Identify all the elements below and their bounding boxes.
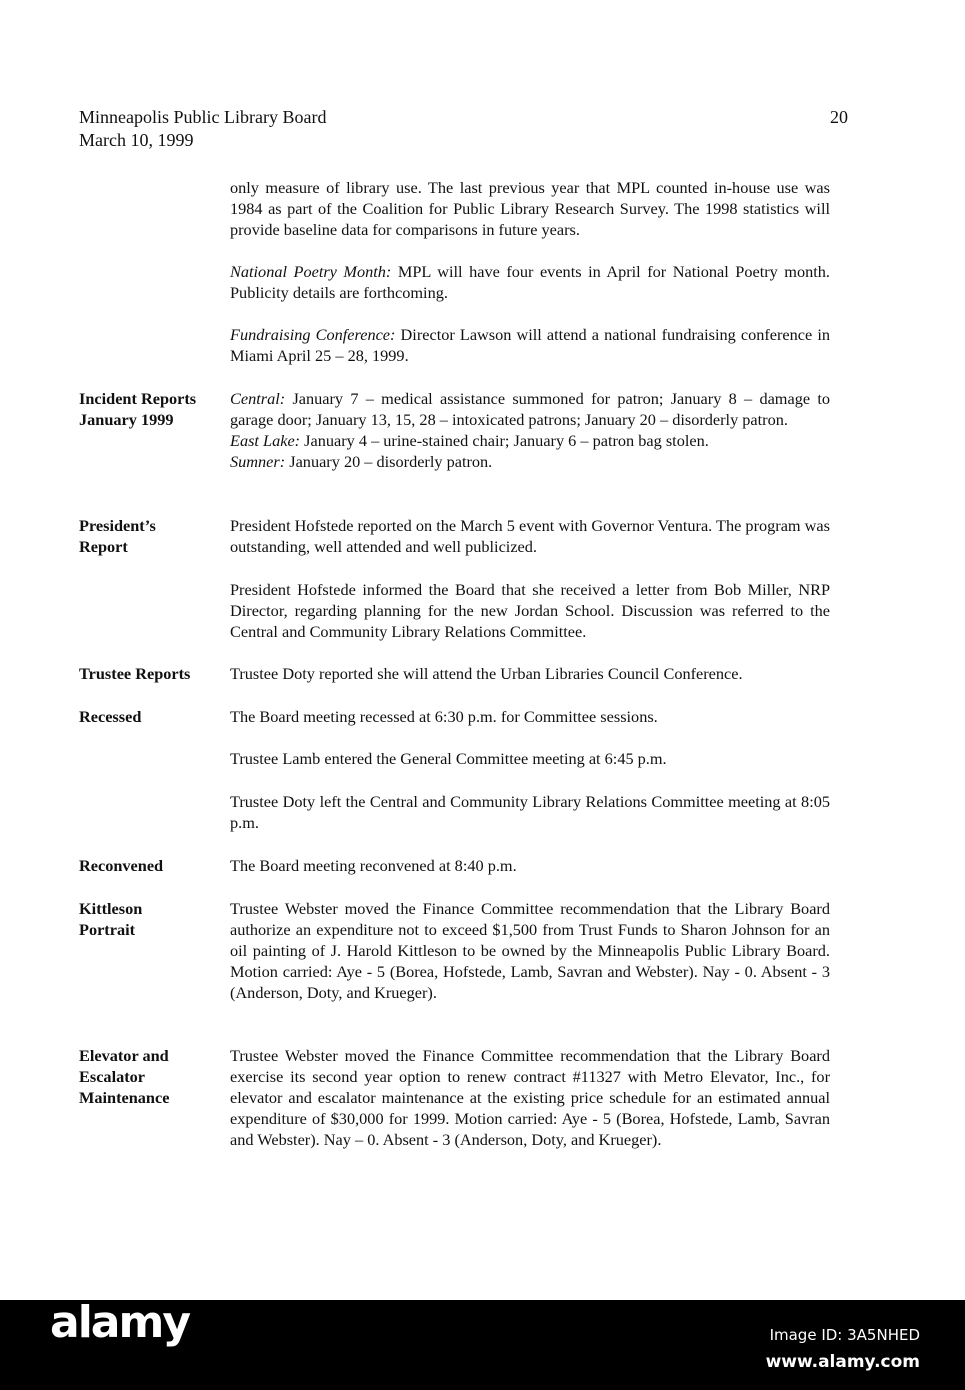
trustee-p1: Trustee Doty reported she will attend the Urban Libraries Council Conference. [230, 664, 743, 683]
elevator-label: Elevator and Escalator Maintenance [79, 1046, 170, 1107]
sumner-text: January 20 – disorderly patron. [285, 452, 493, 471]
president-p1: President Hofstede reported on the March 5 event with Governor Ventura. The program was outstanding, well attended and well publicized. [230, 516, 830, 556]
fundraising-label: Fundraising Conference: [230, 325, 396, 344]
president-label: President’s Report [79, 516, 156, 556]
incident-label: Incident Reports January 1999 [79, 389, 197, 429]
central-text: January 7 – medical assistance summoned for patron; January 8 – damage to garage door; January 13, 15, 28 – intoxicated patrons; January 20 – disorderly patron. [230, 389, 830, 429]
watermark-url: www.alamy.com [765, 1352, 920, 1372]
header-date: March 10, 1999 [79, 130, 194, 150]
elevator-p1: Trustee Webster moved the Finance Committee recommendation that the Library Board exercise its second year option to renew contract #11327 with Metro Elevator, Inc., for elevator and escalator maintenance at the existing price schedule for an estimated annual expenditure of $30,000 for 1999. Motion carried: Aye - 5 (Borea, Hofstede, Lamb, Savran and Webster). Nay – 0. Absent - 3 (Anderson, Doty, and Krueger). [230, 1046, 830, 1149]
intro-paragraph: only measure of library use. The last previous year that MPL counted in-house use was 1984 as part of the Coalition for Public Library Research Survey. The 1998 statistics will provide baseline data for comparisons in future years. [230, 178, 830, 239]
eastlake-text: January 4 – urine-stained chair; January 6 – patron bag stolen. [300, 431, 709, 450]
header-org: Minneapolis Public Library Board [79, 107, 327, 127]
reconvened-p1: The Board meeting reconvened at 8:40 p.m. [230, 856, 517, 875]
image-id: Image ID: 3A5NHED [769, 1326, 920, 1344]
alamy-logo: alamy [50, 1297, 189, 1348]
fundraising-text: Director Lawson will attend a national fundraising conference in Miami April 25 – 28, 1999. [230, 325, 831, 365]
sumner-label: Sumner: [230, 452, 286, 471]
watermark-bar [0, 1297, 965, 1390]
poetry-label: National Poetry Month: [230, 262, 392, 281]
kittleson-label: Kittleson Portrait [79, 899, 143, 939]
president-p2: President Hofstede informed the Board that she received a letter from Bob Miller, NRP Director, regarding planning for the new Jordan School. Discussion was referred to the Central and Community Library Relations Committee. [230, 580, 830, 641]
incident-body [230, 388, 830, 472]
central-label: Central: [230, 389, 286, 408]
recessed-label: Recessed [79, 707, 142, 726]
trustee-label: Trustee Reports [79, 664, 191, 683]
poetry-paragraph [230, 261, 830, 303]
recessed-p3: Trustee Doty left the Central and Community Library Relations Committee meeting at 8:05 p.m. [230, 792, 830, 832]
fundraising-paragraph [230, 324, 830, 366]
poetry-text: MPL will have four events in April for National Poetry month. Publicity details are forthcoming. [230, 262, 830, 302]
recessed-p1: The Board meeting recessed at 6:30 p.m. for Committee sessions. [230, 707, 658, 726]
page-number: 20 [830, 107, 848, 127]
reconvened-label: Reconvened [79, 856, 164, 875]
recessed-p2: Trustee Lamb entered the General Committee meeting at 6:45 p.m. [230, 749, 667, 768]
eastlake-label: East Lake: [230, 431, 301, 450]
kittleson-p1: Trustee Webster moved the Finance Committee recommendation that the Library Board authorize an expenditure not to exceed $1,500 from Trust Funds to Sharon Johnson for an oil painting of J. Harold Kittleson to be owned by the Minneapolis Public Library Board. Motion carried: Aye - 5 (Borea, Hofstede, Lamb, Savran and Webster). Nay - 0. Absent - 3 (Anderson, Doty, and Krueger). [230, 899, 830, 1002]
